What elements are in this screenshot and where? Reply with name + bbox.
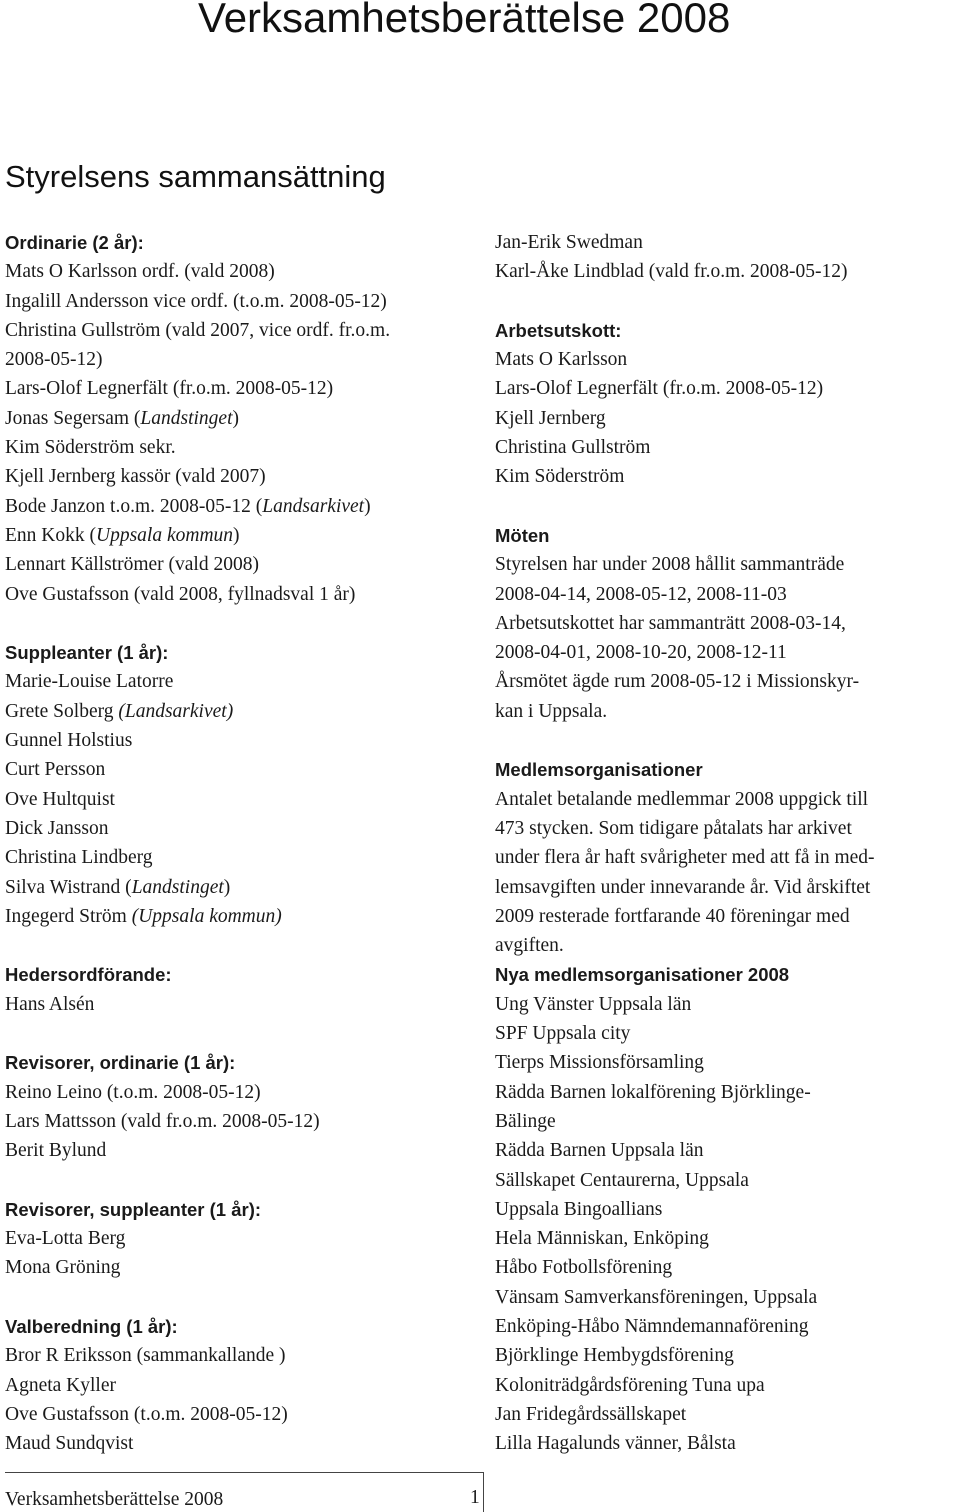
paragraph-line: Årsmötet ägde rum 2008-05-12 i Missionskyr- bbox=[495, 671, 860, 693]
heading-arbetsutskott: Arbetsutskott: bbox=[495, 319, 622, 341]
paragraph-line: Arbetsutskottet har sammanträtt 2008-03-14, bbox=[495, 612, 846, 634]
list-item: Eva-Lotta Berg bbox=[5, 1228, 126, 1250]
heading-revisorer-ordinarie: Revisorer, ordinarie (1 år): bbox=[5, 1052, 236, 1074]
list-item bbox=[5, 697, 475, 726]
member-org: Landstinget bbox=[131, 876, 224, 898]
right-column bbox=[495, 228, 950, 1458]
paren-close: ) bbox=[232, 407, 239, 429]
paren-close: ) bbox=[364, 495, 371, 517]
list-item: Lars-Olof Legnerfält (fr.o.m. 2008-05-12) bbox=[5, 378, 334, 400]
list-item: 2008-05-12) bbox=[5, 349, 103, 371]
list-item: Sällskapet Centaurerna, Uppsala bbox=[495, 1169, 749, 1191]
list-item: Curt Persson bbox=[5, 759, 106, 781]
heading-valberedning: Valberedning (1 år): bbox=[5, 1315, 178, 1337]
list-item bbox=[5, 873, 475, 902]
list-item: Enköping-Håbo Nämndemannaförening bbox=[495, 1315, 809, 1337]
list-item: Kim Söderström sekr. bbox=[5, 437, 176, 459]
list-item: Bror R Eriksson (sammankallande ) bbox=[5, 1345, 286, 1367]
page-title: Verksamhetsberättelse 2008 bbox=[198, 0, 731, 41]
heading-medlemsorganisationer: Medlemsorganisationer bbox=[495, 759, 703, 781]
heading-revisorer-suppleanter: Revisorer, suppleanter (1 år): bbox=[5, 1198, 262, 1220]
heading-suppleanter: Suppleanter (1 år): bbox=[5, 642, 169, 664]
left-column bbox=[5, 228, 475, 1458]
list-item bbox=[5, 902, 475, 931]
list-item: Kjell Jernberg bbox=[495, 407, 606, 429]
list-item: Ingalill Andersson vice ordf. (t.o.m. 2008-05-12) bbox=[5, 290, 387, 312]
paragraph-line: under flera år haft svårigheter med att få in med- bbox=[495, 847, 875, 869]
heading-nya-medlemsorganisationer: Nya medlemsorganisationer 2008 bbox=[495, 964, 790, 986]
paragraph-line: lemsavgiften under innevarande år. Vid årskiftet bbox=[495, 876, 871, 898]
paragraph-line: 2008-04-14, 2008-05-12, 2008-11-03 bbox=[495, 583, 787, 605]
footer-text: Verksamhetsberättelse 2008 bbox=[5, 1489, 224, 1510]
list-item: Lennart Källströmer (vald 2008) bbox=[5, 554, 259, 576]
list-item: Ove Gustafsson (vald 2008, fyllnadsval 1 år) bbox=[5, 583, 356, 605]
list-item: Jan-Erik Swedman bbox=[495, 232, 643, 253]
list-item: Lilla Hagalunds vänner, Bålsta bbox=[495, 1433, 736, 1455]
list-item: Ung Vänster Uppsala län bbox=[495, 993, 692, 1015]
list-item: Vänsam Samverkansföreningen, Uppsala bbox=[495, 1286, 818, 1308]
paren-close: ) bbox=[223, 876, 231, 898]
paragraph-line: 473 stycken. Som tidigare påtalats har arkivet bbox=[495, 817, 852, 839]
list-item: Reino Leino (t.o.m. 2008-05-12) bbox=[5, 1081, 261, 1103]
list-item: Hela Människan, Enköping bbox=[495, 1228, 709, 1250]
member-name: Enn Kokk ( bbox=[5, 524, 96, 546]
member-org: Uppsala kommun bbox=[96, 524, 234, 546]
paren-close: ) bbox=[233, 524, 240, 546]
member-org: Landsarkivet bbox=[262, 495, 365, 517]
list-item bbox=[5, 492, 475, 521]
member-org: Landstinget bbox=[140, 407, 233, 429]
list-item: Rädda Barnen Uppsala län bbox=[495, 1140, 704, 1162]
list-item: Gunnel Holstius bbox=[5, 730, 133, 752]
list-item bbox=[5, 521, 475, 550]
list-item: Jan Fridegårdssällskapet bbox=[495, 1403, 687, 1425]
list-item: Mats O Karlsson ordf. (vald 2008) bbox=[5, 261, 275, 283]
list-item: Björklinge Hembygdsförening bbox=[495, 1345, 734, 1367]
list-item: Kim Söderström bbox=[495, 466, 625, 488]
paragraph-line: Styrelsen har under 2008 hållit sammanträde bbox=[495, 554, 845, 576]
page-number: 1 bbox=[470, 1487, 480, 1508]
list-item: Rädda Barnen lokalförening Björklinge- bbox=[495, 1081, 811, 1103]
member-name: Bode Janzon t.o.m. 2008-05-12 ( bbox=[5, 495, 263, 517]
list-item: Håbo Fotbollsförening bbox=[495, 1257, 673, 1279]
paragraph-line: Antalet betalande medlemmar 2008 uppgick till bbox=[495, 788, 869, 810]
list-item: Christina Gullström (vald 2007, vice ordf. fr.o.m. bbox=[5, 319, 391, 341]
list-item: Dick Jansson bbox=[5, 817, 109, 839]
list-item: Mats O Karlsson bbox=[495, 349, 628, 371]
member-org: (Landsarkivet) bbox=[118, 700, 234, 722]
section-title: Styrelsens sammansättning bbox=[5, 159, 386, 194]
list-item: SPF Uppsala city bbox=[495, 1023, 631, 1045]
member-org: (Uppsala kommun) bbox=[131, 905, 282, 927]
paragraph-line: avgiften. bbox=[495, 935, 564, 957]
heading-hedersordforande: Hedersordförande: bbox=[5, 964, 172, 986]
paragraph-line: 2009 resterade fortfarande 40 föreningar med bbox=[495, 905, 850, 927]
list-item: Marie-Louise Latorre bbox=[5, 671, 174, 693]
member-name: Jonas Segersam ( bbox=[5, 407, 141, 429]
list-item: Bälinge bbox=[495, 1110, 556, 1132]
member-name: Grete Solberg bbox=[5, 700, 119, 722]
list-item: Ove Gustafsson (t.o.m. 2008-05-12) bbox=[5, 1403, 288, 1425]
footer-vertical-divider bbox=[483, 1472, 484, 1512]
list-item: Christina Gullström bbox=[495, 437, 651, 459]
heading-ordinarie: Ordinarie (2 år): bbox=[5, 232, 144, 253]
member-name: Ingegerd Ström bbox=[5, 905, 132, 927]
list-item: Berit Bylund bbox=[5, 1140, 107, 1162]
list-item: Lars Mattsson (vald fr.o.m. 2008-05-12) bbox=[5, 1110, 320, 1132]
footer-divider bbox=[5, 1472, 483, 1473]
list-item: Lars-Olof Legnerfält (fr.o.m. 2008-05-12) bbox=[495, 378, 824, 400]
list-item: Karl-Åke Lindblad (vald fr.o.m. 2008-05-12) bbox=[495, 261, 848, 283]
member-name: Silva Wistrand ( bbox=[5, 876, 132, 898]
list-item: Hans Alsén bbox=[5, 993, 95, 1015]
heading-moten: Möten bbox=[495, 524, 550, 546]
list-item: Agneta Kyller bbox=[5, 1374, 117, 1396]
list-item: Kjell Jernberg kassör (vald 2007) bbox=[5, 466, 266, 488]
list-item: Christina Lindberg bbox=[5, 847, 153, 869]
list-item: Uppsala Bingoallians bbox=[495, 1198, 663, 1220]
list-item: Maud Sundqvist bbox=[5, 1433, 134, 1455]
paragraph-line: kan i Uppsala. bbox=[495, 700, 608, 722]
list-item: Ove Hultquist bbox=[5, 788, 115, 810]
list-item: Koloniträdgårdsförening Tuna upa bbox=[495, 1374, 765, 1396]
list-item: Mona Gröning bbox=[5, 1257, 121, 1279]
list-item bbox=[5, 404, 475, 433]
list-item: Tierps Missionsförsamling bbox=[495, 1052, 704, 1074]
paragraph-line: 2008-04-01, 2008-10-20, 2008-12-11 bbox=[495, 642, 787, 664]
